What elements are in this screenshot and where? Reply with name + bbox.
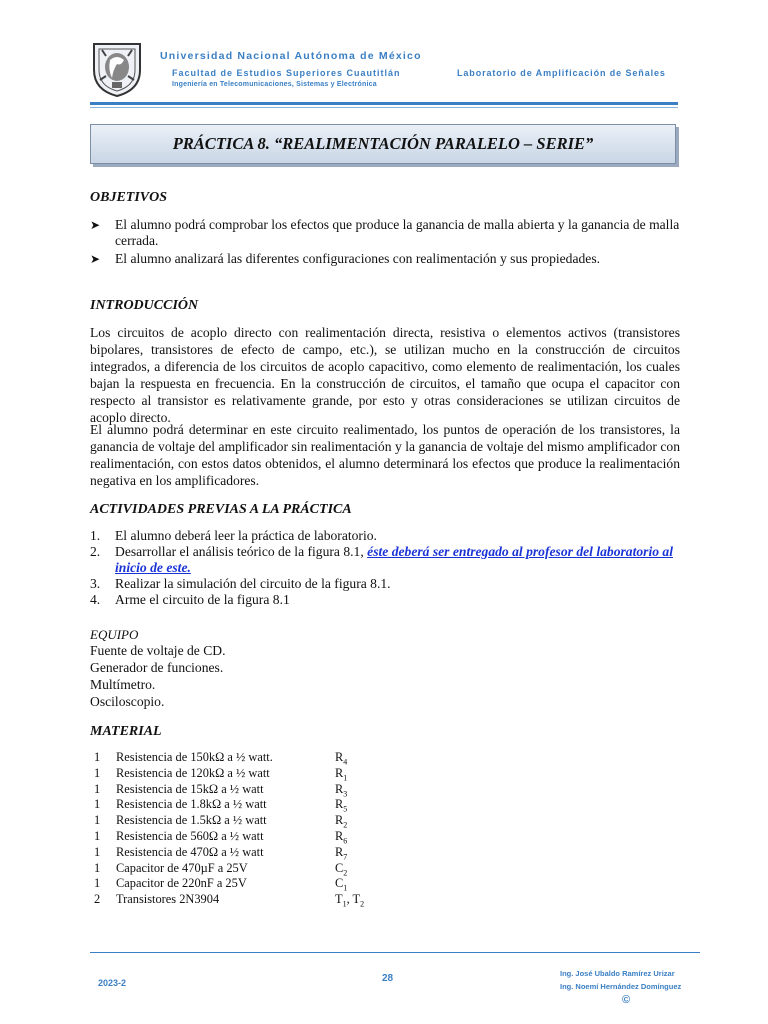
semester: 2023-2	[98, 978, 127, 988]
table-row	[94, 750, 364, 766]
table-row	[94, 813, 364, 829]
material-description: Resistencia de 1.5kΩ a ½ watt	[116, 813, 267, 828]
material-qty: 1	[94, 844, 101, 859]
material-description: Resistencia de 560Ω a ½ watt	[116, 828, 264, 843]
header-divider-thin	[90, 107, 678, 108]
list-item: Osciloscopio.	[90, 694, 165, 709]
list-item: ➤ El alumno analizará las diferentes configuraciones con realimentación y sus propiedades.	[90, 251, 601, 266]
footer-divider	[90, 952, 700, 953]
material-reference	[335, 766, 364, 782]
reference-subscript: 2	[343, 820, 348, 830]
material-qty: 1	[94, 828, 101, 843]
delivery-note-link[interactable]: éste deberá ser entregado al profesor del laboratorio al inicio de este.	[115, 544, 673, 575]
university-name: Universidad Nacional Autónoma de México	[160, 50, 422, 62]
material-qty: 1	[94, 765, 101, 780]
practice-title: PRÁCTICA 8. “REALIMENTACIÓN PARALELO – SERIE”	[172, 134, 594, 153]
list-item: Generador de funciones.	[90, 660, 224, 675]
reference-subscript: 1	[342, 899, 347, 909]
actividades-heading: ACTIVIDADES PREVIAS A LA PRÁCTICA	[90, 502, 352, 517]
material-qty: 1	[94, 876, 101, 891]
material-qty: 2	[94, 892, 101, 907]
table-row	[94, 797, 364, 813]
author-2: Ing. Noemí Hernández Domínguez	[560, 982, 682, 991]
material-table	[94, 750, 364, 908]
reference-subscript: 4	[343, 757, 348, 767]
material-qty: 1	[94, 750, 101, 764]
material-description: Capacitor de 470µF a 25V	[116, 860, 248, 875]
reference-letter: R	[335, 844, 344, 859]
table-row	[94, 845, 364, 861]
reference-subscript: 7	[343, 852, 348, 862]
header-divider	[90, 102, 678, 105]
page-number: 28	[382, 973, 394, 984]
equipo-heading: EQUIPO	[90, 627, 139, 642]
reference-letter: R	[335, 813, 344, 828]
table-row	[94, 782, 364, 798]
list-item: Fuente de voltaje de CD.	[90, 643, 226, 658]
material-qty: 1	[94, 813, 101, 828]
introduccion-paragraph-2: El alumno podrá determinar en este circuito realimentado, los puntos de operación de los transistores, la ganancia de voltaje del amplificador sin realimentación y la ganancia de voltaje del mismo amplificador con realimentación, con estos datos obtenidos, el alumno determinará los efectos que produce la realimentación negativa en los amplificadores.	[90, 422, 680, 488]
material-description: Resistencia de 150kΩ a ½ watt.	[116, 750, 273, 764]
material-description: Capacitor de 220nF a 25V	[116, 876, 247, 891]
material-qty: 1	[94, 797, 101, 812]
reference-letter: C	[335, 876, 344, 891]
material-reference	[335, 845, 364, 861]
reference-letter: R	[335, 765, 344, 780]
material-description: Resistencia de 1.8kΩ a ½ watt	[116, 797, 267, 812]
author-1: Ing. José Ubaldo Ramírez Urizar	[560, 969, 675, 978]
reference-letter: R	[335, 781, 344, 796]
reference-letter: T	[335, 892, 343, 907]
practice-title-box	[90, 124, 676, 164]
reference-subscript: 5	[343, 804, 348, 814]
material-qty: 1	[94, 781, 101, 796]
material-reference	[335, 829, 364, 845]
material-reference	[335, 797, 364, 813]
reference-subscript: 6	[343, 836, 348, 846]
actividades-list	[90, 528, 682, 608]
material-reference	[335, 861, 364, 877]
reference-subscript: 1	[343, 883, 348, 893]
list-item: 2. Desarrollar el análisis teórico de la figura 8.1, éste deberá ser entregado al profesor del laboratorio al inicio de este.	[90, 544, 673, 575]
program-name: Ingeniería en Telecomunicaciones, Sistemas y Electrónica	[172, 81, 377, 88]
reference-subscript: 2	[343, 868, 348, 878]
material-description: Resistencia de 120kΩ a ½ watt	[116, 765, 270, 780]
introduccion-heading: INTRODUCCIÓN	[90, 298, 199, 313]
reference-subscript: 1	[343, 773, 348, 783]
objetivos-heading: OBJETIVOS	[90, 190, 168, 205]
faculty-name: Facultad de Estudios Superiores Cuautitlán	[172, 68, 401, 78]
list-item: 3. Realizar la simulación del circuito de la figura 8.1.	[90, 576, 391, 591]
table-row	[94, 876, 364, 892]
equipo-list	[90, 642, 226, 710]
introduccion-paragraph-1: Los circuitos de acoplo directo con realimentación directa, resistiva o elementos activos (transistores bipolares, transistores de efecto de campo, etc.), se utilizan mucho en la construcción de circuitos integrados, a diferencia de los circuitos de acoplo capacitivo, como elemento de realimentación, los cuales bajan la respuesta en frecuencia. En la construcción de circuitos, el tamaño que ocupa el capacitor con respecto al transistor es relativamente grande, por esto y otras consideraciones se utilizan circuitos de acoplo directo.	[90, 325, 680, 425]
reference-subscript: 2	[360, 899, 365, 909]
reference-letter: R	[335, 797, 344, 812]
material-reference	[335, 782, 364, 798]
reference-letter: C	[335, 860, 344, 875]
material-qty: 1	[94, 860, 101, 875]
reference-letter: R	[335, 750, 344, 764]
material-description: Resistencia de 15kΩ a ½ watt	[116, 781, 264, 796]
table-row	[94, 829, 364, 845]
material-description: Transistores 2N3904	[116, 892, 220, 907]
lab-name: Laboratorio de Amplificación de Señales	[457, 68, 666, 78]
reference-letter: , T	[346, 892, 361, 907]
table-row	[94, 766, 364, 782]
material-reference	[335, 813, 364, 829]
table-row	[94, 892, 364, 908]
material-reference	[335, 876, 364, 892]
material-reference	[335, 750, 364, 766]
list-item: 4. Arme el circuito de la figura 8.1	[90, 592, 290, 607]
list-item: 1. El alumno deberá leer la práctica de laboratorio.	[90, 528, 377, 543]
list-item: Multímetro.	[90, 677, 156, 692]
material-reference	[335, 892, 364, 908]
arrow-bullet-icon: ➤	[90, 252, 101, 266]
objetivos-list	[90, 217, 680, 267]
arrow-bullet-icon: ➤	[90, 218, 101, 232]
table-row	[94, 861, 364, 877]
reference-subscript: 3	[343, 789, 348, 799]
copyright-icon: ©	[622, 994, 631, 1006]
unam-shield-icon	[88, 40, 146, 98]
material-heading: MATERIAL	[90, 724, 162, 739]
list-item: ➤ El alumno podrá comprobar los efectos que produce la ganancia de malla abierta y la ganancia de malla cerrada.	[90, 217, 680, 248]
material-description: Resistencia de 470Ω a ½ watt	[116, 844, 264, 859]
reference-letter: R	[335, 828, 344, 843]
